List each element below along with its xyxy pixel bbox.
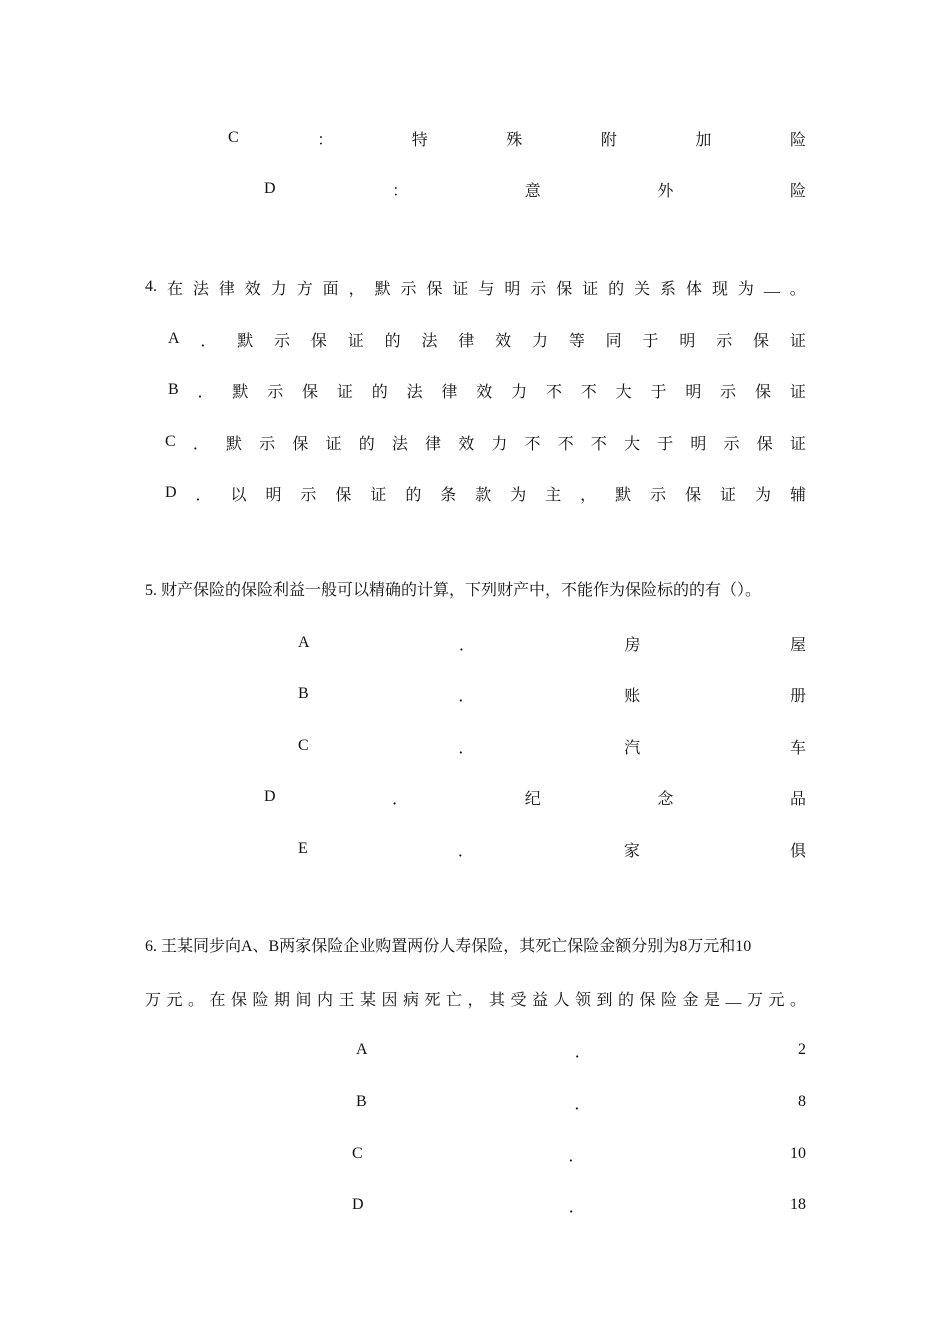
text-glyph: 保 [685,486,702,504]
text-glyph: 明 [504,280,521,298]
text-glyph: 险 [789,131,806,149]
text-glyph: 险 [252,991,269,1009]
text-glyph: 力 [511,383,528,401]
text-glyph: 示 [720,383,737,401]
text-glyph: 证 [370,486,387,504]
text-glyph: 品 [789,790,806,808]
text-glyph: 现 [711,280,728,298]
text-glyph: 不 [524,435,541,453]
text-glyph: 为 [510,486,527,504]
question-stem: 6. 王某同步向A、B两家保险企业购置两份人寿保险，其死亡保险金额分别为8万元和10 [145,938,752,955]
text-glyph: 力 [491,435,508,453]
text-glyph: 益 [532,991,549,1009]
text-glyph: 法 [192,280,209,298]
text-glyph: 律 [441,383,458,401]
text-glyph: D [264,788,276,805]
option-line [298,682,806,706]
text-glyph: 10 [790,1145,806,1162]
text-glyph: 汽 [624,739,641,757]
text-glyph: 力 [531,332,548,350]
text-glyph: 保 [302,383,319,401]
text-glyph: 默 [374,280,391,298]
option-line [356,1090,806,1114]
text-glyph: ． [458,739,475,757]
text-glyph: ： [392,182,409,200]
text-glyph: ． [200,332,217,350]
text-glyph: 不 [590,435,607,453]
text-glyph: ． [574,1095,591,1113]
question-stem-continued [145,986,806,1010]
text-glyph: 元 [768,991,785,1009]
text-glyph: 为 [737,280,754,298]
text-glyph: 大 [624,435,641,453]
text-glyph: 示 [300,486,317,504]
text-glyph: 受 [510,991,527,1009]
text-glyph: 大 [615,383,632,401]
text-glyph: 与 [478,280,495,298]
text-glyph: 不 [545,383,562,401]
text-glyph: 同 [605,332,622,350]
text-glyph: 力 [270,280,287,298]
option-line [298,734,806,758]
text-glyph: 律 [218,280,235,298]
text-glyph: 明 [685,383,702,401]
text-glyph: 其 [489,991,506,1009]
text-glyph: 效 [458,435,475,453]
text-glyph: 示 [723,435,740,453]
text-glyph: 俱 [789,842,806,860]
question-stem [145,275,806,299]
text-glyph: 王 [338,991,355,1009]
option-line [165,430,806,454]
text-glyph: 证 [582,280,599,298]
text-glyph: 加 [695,131,712,149]
text-glyph: ． [192,435,209,453]
text-glyph: 病 [403,991,420,1009]
text-glyph: 效 [495,332,512,350]
text-glyph: ， [580,486,597,504]
text-glyph: 屋 [789,636,806,654]
text-glyph: 保 [639,991,656,1009]
text-glyph: C [165,433,176,450]
text-glyph: __ [763,278,780,295]
text-glyph: ． [197,383,214,401]
option-line [264,177,806,201]
text-glyph: 证 [789,383,806,401]
text-glyph: ． [195,486,212,504]
text-glyph: 2 [797,1041,806,1058]
text-glyph: 主 [545,486,562,504]
text-glyph: 默 [615,486,632,504]
text-glyph: 示 [716,332,733,350]
text-glyph: 示 [400,280,417,298]
text-glyph: C [228,129,239,146]
text-glyph: 亡 [446,991,463,1009]
option-line [352,1193,806,1217]
text-glyph: 法 [421,332,438,350]
text-glyph: 明 [690,435,707,453]
text-glyph: D [165,484,177,501]
option-line [168,327,806,351]
text-glyph: A [298,634,310,651]
text-glyph: ． [568,1147,585,1165]
question-stem: 5. 财产保险的保险利益一般可以精确的计算，下列财产中，不能作为保险标的的有（）。 [145,582,762,599]
text-glyph: 方 [296,280,313,298]
text-glyph: __ [725,989,742,1006]
text-glyph: C [352,1145,363,1162]
text-glyph: 间 [295,991,312,1009]
option-line [352,1142,806,1166]
text-glyph: 保 [556,280,573,298]
text-glyph: ． [392,790,409,808]
text-glyph: 房 [624,636,641,654]
text-glyph: 示 [650,486,667,504]
text-glyph: 法 [391,435,408,453]
text-glyph: 万 [746,991,763,1009]
text-glyph: 于 [657,435,674,453]
text-glyph: 明 [265,486,282,504]
text-glyph: 关 [634,280,651,298]
text-glyph: 系 [660,280,677,298]
text-glyph: 车 [789,739,806,757]
text-glyph: 不 [580,383,597,401]
text-glyph: 条 [440,486,457,504]
text-glyph: 于 [650,383,667,401]
text-glyph: 的 [371,383,388,401]
text-glyph: 是 [704,991,721,1009]
text-glyph: 附 [600,131,617,149]
text-glyph: A [168,330,180,347]
text-glyph: 默 [226,435,243,453]
text-glyph: 保 [231,991,248,1009]
text-glyph: 为 [755,486,772,504]
text-glyph: D [352,1196,364,1213]
text-glyph: 效 [244,280,261,298]
text-glyph: B [298,685,309,702]
text-glyph: 辅 [789,486,806,504]
text-glyph: 证 [452,280,469,298]
text-glyph: 证 [789,332,806,350]
text-glyph: 证 [347,332,364,350]
text-glyph: 因 [381,991,398,1009]
text-glyph: 的 [405,486,422,504]
text-glyph: A [356,1041,368,1058]
text-glyph: ． [457,842,474,860]
text-glyph: 。 [188,991,205,1009]
text-glyph: 款 [475,486,492,504]
text-glyph: 面 [322,280,339,298]
text-glyph: 在 [166,280,183,298]
text-glyph: 家 [623,842,640,860]
text-glyph: 某 [360,991,377,1009]
text-glyph: 的 [384,332,401,350]
text-glyph: 保 [426,280,443,298]
text-glyph: 特 [411,131,428,149]
text-glyph: 示 [267,383,284,401]
text-glyph: 保 [755,383,772,401]
text-glyph: 的 [618,991,635,1009]
text-glyph: 册 [789,687,806,705]
text-glyph: 。 [789,280,806,298]
text-glyph: 示 [274,332,291,350]
text-glyph: 。 [789,991,806,1009]
text-glyph: 险 [661,991,678,1009]
text-glyph: 保 [310,332,327,350]
text-glyph: 保 [335,486,352,504]
option-line [228,126,806,150]
text-glyph: 效 [476,383,493,401]
text-glyph: ， [348,280,365,298]
text-glyph: 人 [553,991,570,1009]
text-glyph: 死 [424,991,441,1009]
text-glyph: 体 [686,280,703,298]
text-glyph: 不 [557,435,574,453]
text-glyph: ， [467,991,484,1009]
text-glyph: 8 [798,1093,806,1110]
text-glyph: 保 [753,332,770,350]
text-glyph: 示 [530,280,547,298]
text-glyph: 默 [232,383,249,401]
text-glyph: 律 [425,435,442,453]
text-glyph: 法 [406,383,423,401]
text-glyph: 4. [145,278,157,295]
text-glyph: B [168,381,179,398]
text-glyph: ． [458,687,475,705]
text-glyph: 示 [259,435,276,453]
text-glyph: 以 [230,486,247,504]
text-glyph: 在 [209,991,226,1009]
text-glyph: ． [459,636,476,654]
text-glyph: 证 [336,383,353,401]
text-glyph: 万 [145,991,162,1009]
option-line [298,837,806,861]
text-glyph: ． [574,1043,591,1061]
option-line [168,378,806,402]
text-glyph: E [298,840,308,857]
option-line [356,1038,806,1062]
text-glyph: 默 [237,332,254,350]
text-glyph: 元 [166,991,183,1009]
text-glyph: 保 [756,435,773,453]
text-glyph: 纪 [524,790,541,808]
text-glyph: 到 [596,991,613,1009]
option-line [264,785,806,809]
text-glyph: 外 [657,182,674,200]
text-glyph: 念 [657,790,674,808]
text-glyph: ． [568,1198,585,1216]
text-glyph: 账 [624,687,641,705]
text-glyph: 于 [642,332,659,350]
text-glyph: 证 [789,435,806,453]
text-glyph: 意 [524,182,541,200]
text-glyph: 金 [682,991,699,1009]
text-glyph: 18 [789,1196,806,1213]
text-glyph: 领 [575,991,592,1009]
text-glyph: 律 [458,332,475,350]
text-glyph: 期 [274,991,291,1009]
text-glyph: C [298,737,309,754]
text-glyph: 殊 [506,131,523,149]
text-glyph: 的 [358,435,375,453]
text-glyph: 保 [292,435,309,453]
text-glyph: B [356,1093,367,1110]
text-glyph: 险 [789,182,806,200]
text-glyph: 明 [679,332,696,350]
text-glyph: 等 [568,332,585,350]
text-glyph: 内 [317,991,334,1009]
option-line [165,481,806,505]
text-glyph: 的 [608,280,625,298]
option-line [298,631,806,655]
text-glyph: 证 [325,435,342,453]
text-glyph: ： [317,131,334,149]
text-glyph: 证 [720,486,737,504]
text-glyph: D [264,180,276,197]
